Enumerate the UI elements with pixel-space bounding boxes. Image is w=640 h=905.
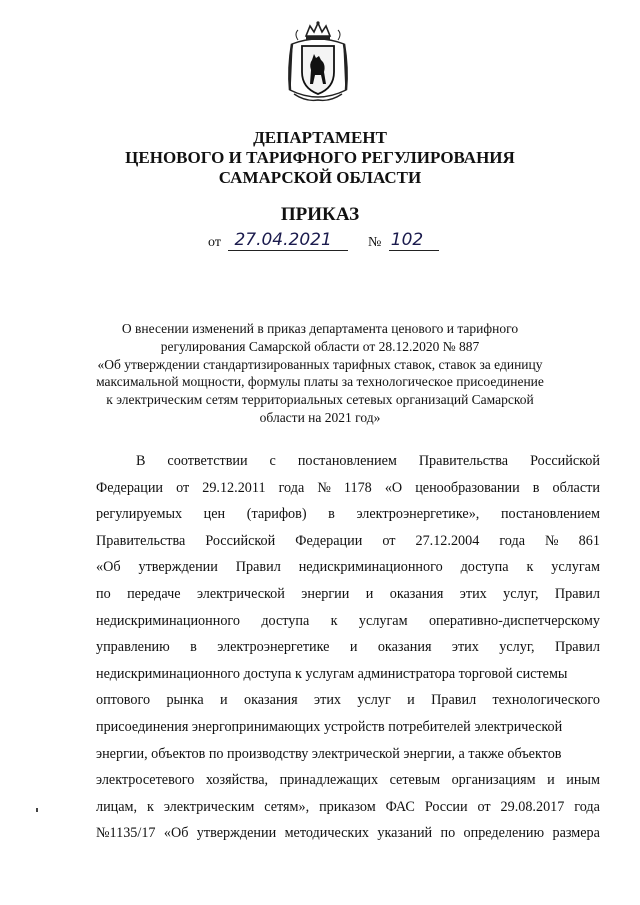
body-line [96,634,600,661]
body-word: лицам, [96,798,138,815]
body-word: технологического [492,692,600,709]
body-word: к [147,798,154,815]
body-word: ФАС [385,798,415,815]
body-word: Правил [554,586,600,602]
body-word: недискриминационного [298,559,443,576]
order-subject [90,320,550,427]
body-word: 1178 [343,479,372,496]
body-line [96,820,600,847]
body-word: ценообразовании [415,479,520,496]
body-word: от [382,532,396,549]
body-word: «О [384,479,403,496]
body-word: услуг, [503,586,539,602]
body-word: 29.12.2011 [202,479,266,496]
body-line [96,554,600,581]
body-word: постановлением [500,506,600,523]
body-word: Правил [554,639,600,656]
body-word: регулируемых [96,506,183,523]
subject-line: к электрическим сетям территориальных сетевых организаций Самарской [106,392,534,408]
department-name-line: ЦЕНОВОГО И ТАРИФНОГО РЕГУЛИРОВАНИЯ [125,148,515,167]
body-word: электроэнергетике», [356,506,480,523]
body-word: в [190,639,197,656]
body-word: «Об [96,559,121,576]
body-word: Правил [235,559,281,576]
body-word: услугам [551,559,600,576]
body-word: года [574,798,600,815]
body-word: определению [463,825,545,842]
body-line: присоединения энергопринимающих устройств потребителей электрической [96,719,563,735]
body-word: утверждении [196,825,277,842]
handwritten-date: 27.04.2021 [228,230,348,251]
body-word: 29.08.2017 [500,798,565,815]
body-line [96,794,600,821]
body-word: размера [552,825,600,842]
body-word: оптового [96,692,151,709]
body-word: В [136,453,146,469]
department-name-line: ДЕПАРТАМЕНТ [253,128,387,147]
body-word: и [220,692,228,709]
body-word: и [365,586,374,602]
number-prefix: № [367,235,382,250]
body-word: энергии [301,586,350,602]
body-line: недискриминационного доступа к услугам администратора торговой системы [96,665,568,682]
body-word: доступа [261,612,310,629]
body-word: России [424,798,468,815]
subject-line: «Об утверждении стандартизированных тарифных ставок, ставок за единицу [97,356,543,372]
body-word: постановлением [297,453,397,469]
body-word: и [547,772,555,789]
body-word: оказания [243,692,298,709]
body-word: по [96,586,111,602]
body-word: в [532,479,540,496]
body-word: Российской [530,453,600,469]
order-title: ПРИКАЗ [280,204,360,225]
body-word: электроэнергетике [217,639,330,656]
subject-line: регулирования Самарской области от 28.12.2020 № 887 [160,338,480,354]
handwritten-number: 102 [389,230,439,251]
body-word: услугам [358,612,408,629]
order-date-number-line [208,230,439,251]
body-word: Федерации [96,479,164,496]
body-word: этих [451,639,479,656]
body-word: услуг, [499,639,535,656]
body-line [96,448,600,475]
body-word: №1135/17 [96,825,156,842]
scan-mark [36,808,38,812]
body-word: этих [314,692,342,709]
body-word: от [477,798,491,815]
body-word: № [317,479,331,496]
body-line [96,501,600,528]
body-line [96,687,600,714]
body-word: Правительства [96,532,186,549]
body-word: приказом [319,798,376,815]
body-word: иным [566,772,600,789]
body-word: услуг [357,692,391,709]
coat-of-arms-emblem [286,20,350,106]
body-word: и [349,639,358,656]
body-word: утверждении [138,559,218,576]
body-word: управлению [96,639,170,656]
body-word: (тарифов) [246,506,307,523]
body-word: оказания [389,586,444,602]
body-word: организациям [451,772,536,789]
body-word: года [499,532,526,549]
body-word: соответствии [167,453,248,469]
body-word: этих [459,586,487,602]
body-word: 27.12.2004 [415,532,480,549]
body-word: и [407,692,415,709]
body-word: от [176,479,190,496]
body-word: сетевым [389,772,441,789]
body-word: электрической [196,586,285,602]
body-word: в [328,506,335,523]
body-word: электросетевого [96,772,195,789]
body-word: к [330,612,338,629]
body-line [96,767,600,794]
body-word: передаче [127,586,181,602]
body-word: года [278,479,305,496]
department-name-line: САМАРСКОЙ ОБЛАСТИ [218,168,422,187]
body-word: к [526,559,534,576]
body-word: оперативно-диспетчерскому [428,612,600,629]
body-word: электрическим [163,798,255,815]
body-line [96,581,600,608]
body-word: по [440,825,456,842]
body-word: указаний [377,825,433,842]
subject-line: максимальной мощности, формулы платы за технологическое присоединение [96,374,544,390]
body-line [96,608,600,635]
body-word: цен [203,506,226,523]
body-word: недискриминационного [96,612,240,629]
body-line: энергии, объектов по производству электрической энергии, а также объектов [96,745,562,762]
subject-line: О внесении изменений в приказ департамента ценового и тарифного [121,321,519,336]
body-line [96,528,600,555]
body-word: Федерации [295,532,363,549]
subject-line: области на 2021 год» [259,409,381,425]
date-prefix: от [208,235,221,250]
body-word: хозяйства, [205,772,269,789]
body-word: с [269,453,276,469]
body-word: оказания [377,639,432,656]
body-word: доступа [460,559,509,576]
body-word: «Об [163,825,189,842]
body-word: № [545,532,559,549]
body-word: Правил [431,692,477,709]
body-word: Российской [205,532,276,549]
body-word: рынка [166,692,204,709]
body-word: 861 [578,532,600,549]
body-word: Правительства [418,453,509,469]
body-word: принадлежащих [279,772,379,789]
body-line [96,475,600,502]
body-word: области [552,479,600,496]
body-word: сетям», [264,798,310,815]
body-word: методических [284,825,370,842]
